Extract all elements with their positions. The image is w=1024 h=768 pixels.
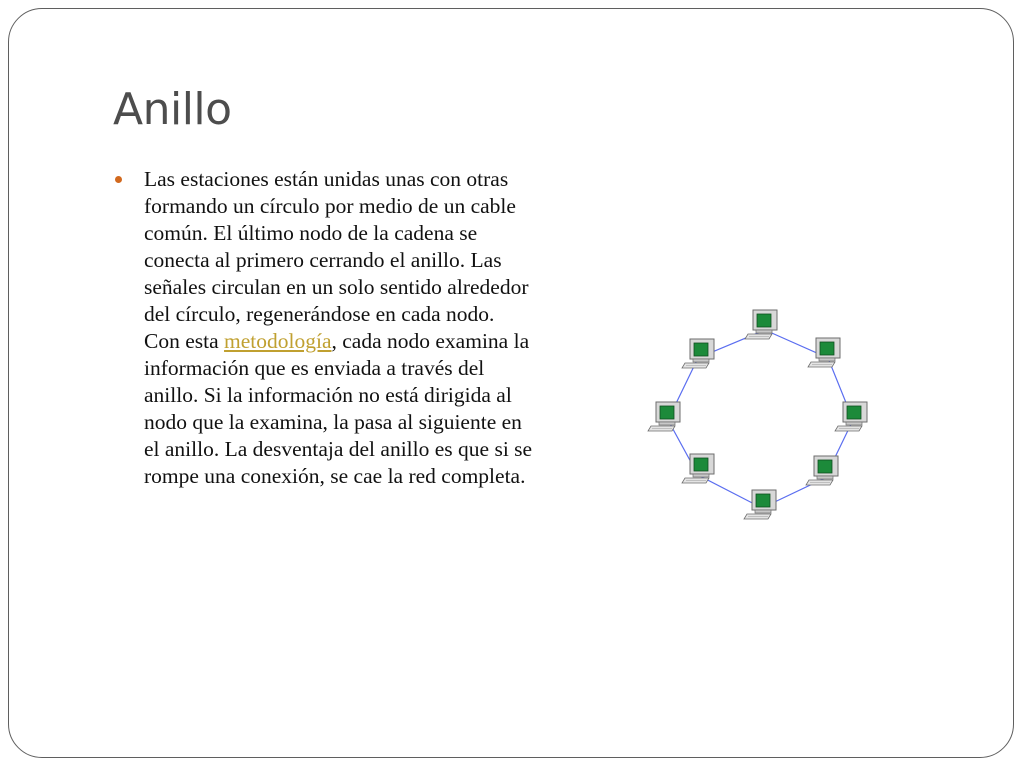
computer-icon	[808, 338, 840, 367]
computer-icon	[682, 454, 714, 483]
paragraph-text-end: , cada nodo examina la información que es enviada a través del anillo. Si la información no está dirigida al nodo que la examina, la pasa al siguiente en el anillo. La desventaja del anillo es que si se rompe una conexión, se cae la red completa.	[144, 329, 533, 488]
paragraph-text-start: Las estaciones están unidas unas con otras formando un círculo por medio de un cable común. El último nodo de la cadena se conecta al primero cerrando el anillo. Las señales circulan en un solo sentido alrededor del círculo, regenerándose en cada nodo. Con esta	[144, 167, 529, 353]
metodologia-link[interactable]: metodología	[224, 329, 332, 353]
computer-icon	[745, 310, 777, 339]
slide-title: Anillo	[113, 84, 232, 135]
body-paragraph	[144, 166, 534, 490]
computer-icon	[648, 402, 680, 431]
computer-icon	[806, 456, 838, 485]
computer-icon	[835, 402, 867, 431]
computer-icon	[744, 490, 776, 519]
computer-icon	[682, 339, 714, 368]
ring-network-diagram	[640, 300, 880, 540]
bullet-icon	[115, 176, 122, 183]
